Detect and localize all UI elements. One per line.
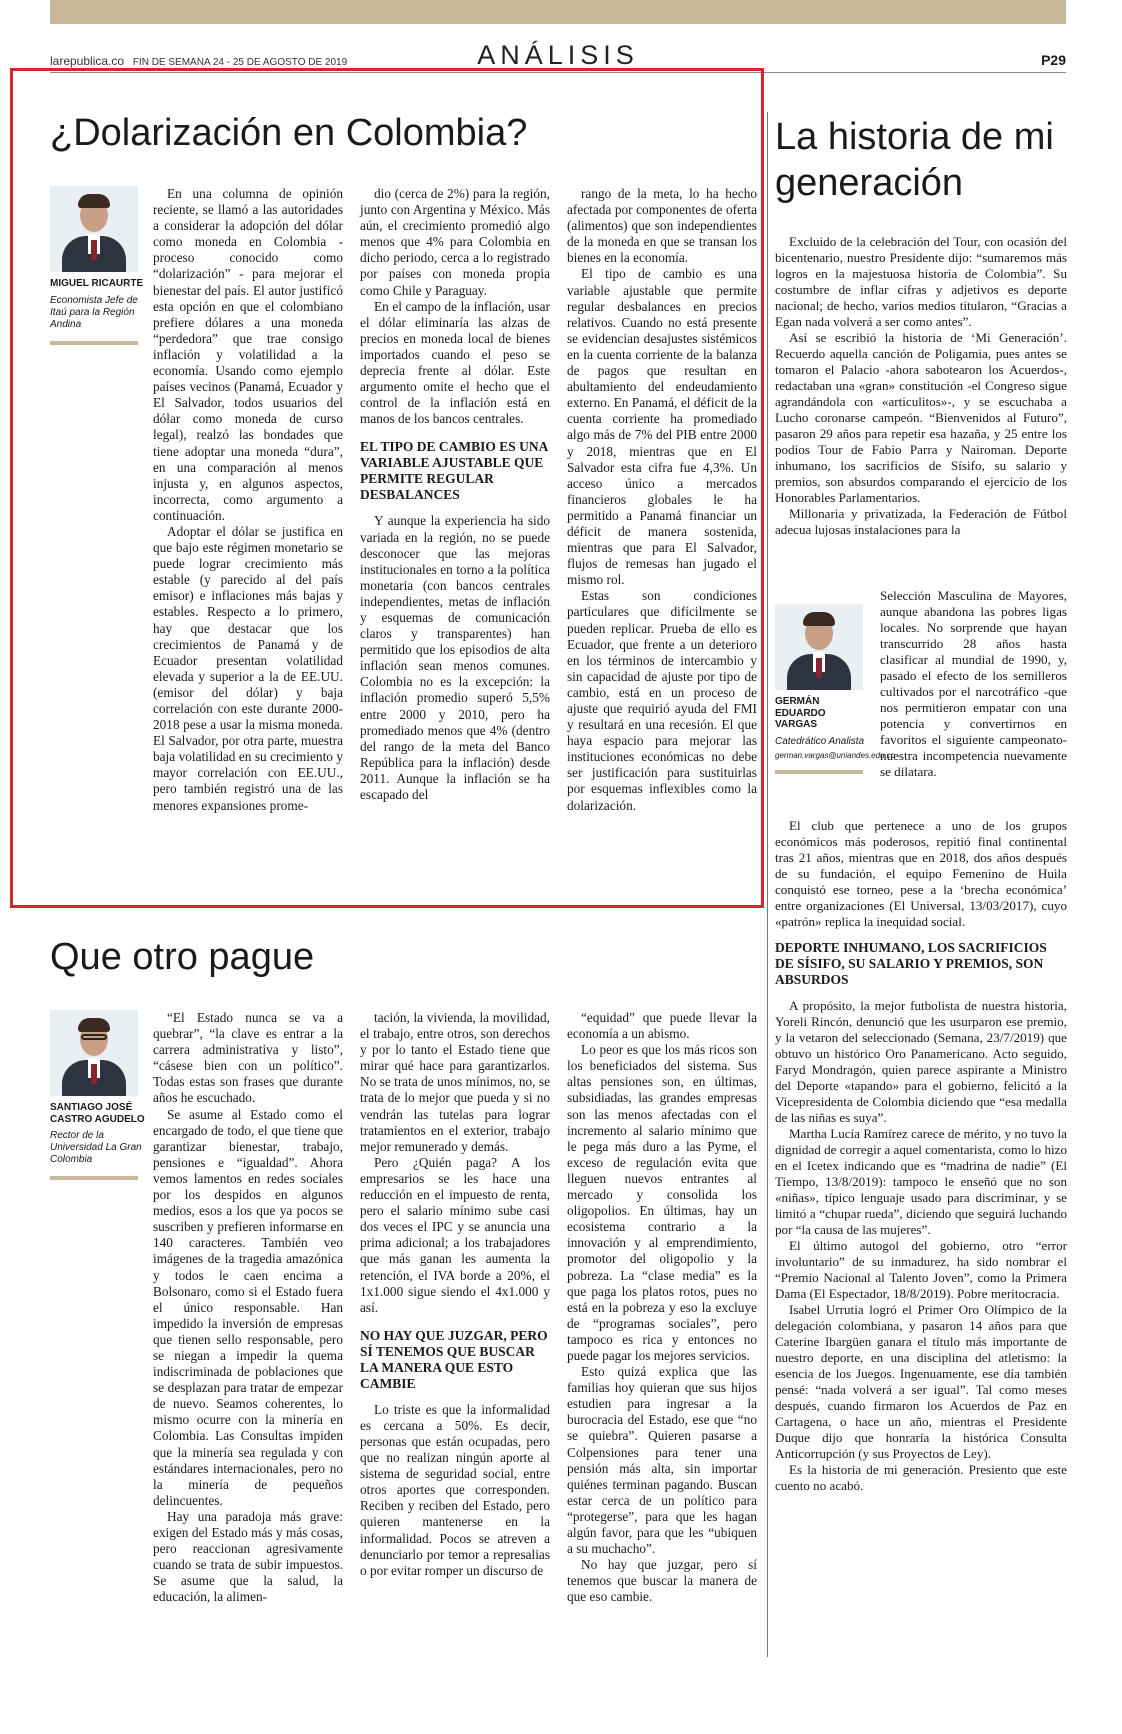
paragraph: “El Estado nunca se va a quebrar”, “la clave es entrar a la carrera administrativa y listo”, “cásese bien con un político”. Todas estas son frases que durante años he escuchado. xyxy=(153,1010,343,1106)
paragraph: “equidad” que puede llevar la economía a un abismo. xyxy=(567,1010,757,1042)
author-role: Rector de la Universidad La Gran Colombia xyxy=(50,1130,142,1165)
paragraph: Es la historia de mi generación. Presiento que este cuento no acabó. xyxy=(775,1462,1067,1493)
paragraph: Adoptar el dólar se justifica en que bajo este régimen monetario se puede lograr crecimiento más estable (y parecido al del país emisor) e inflaciones más bajas y estables. Respecto a lo primero, hay que destacar que los crecimientos de Panamá y de Ecuador presentan volatilidad elevada y superior a la de EE.UU. (emisor del dólar) y baja correlación con este durante 2000-2018 pese a usar la misma moneda. El Salvador, por otra parte, muestra baja volatilidad en su crecimiento y mayor correlación con EE.UU., pero también registró una de las menores expansiones prome- xyxy=(153,523,343,813)
paragraph: Millonaria y privatizada, la Federación de Fútbol adecua lujosas instalaciones para la xyxy=(775,506,1067,537)
page-number: P29 xyxy=(1041,52,1066,68)
paragraph: Excluido de la celebración del Tour, con ocasión del bicentenario, nuestro Presidente dijo: “sumaremos más logros en la majestuosa historia de Colombia”. Su costumbre de inflar cifras y adjetivos es deporte nacional; de hecho, varios medios titularon, “Gracias a Egan nada volverá a ser como antes”. xyxy=(775,234,1067,329)
site-name[interactable]: larepublica.co xyxy=(50,54,125,68)
paragraph: A propósito, la mejor futbolista de nuestra historia, Yoreli Rincón, denunció que les usurparon ese premio, y la vetaron del seleccionado (Semana, 23/7/2019) que obtuvo un histórico Oro Panamericano. Acto seguido, Faryd Mondragón, quien parece aspirante a Ministro del Deporte «tapando» para el gobierno, felicitó a la Vicepresidenta de Colombia diciendo que “esa medalla de las niñas es suya”. xyxy=(775,998,1067,1125)
author-name: SANTIAGO JOSÉ CASTRO AGUDELO xyxy=(50,1102,145,1125)
paragraph: Estas son condiciones particulares que difícilmente se pueden replicar. Prueba de ello es Ecuador, que frente a un deterioro en los términos de intercambio y sin capacidad de ajuste por tipo de cambio, está en un proceso de ajuste que requirió ayuda del FMI y resultará en una recesión. El que haya espacio para mejorar las instituciones económicas no debe ser justificación para sustituirlas por esquemas inflexibles como la dolarización. xyxy=(567,588,757,813)
paragraph: tación, la vivienda, la movilidad, el trabajo, entre otros, son derechos y por lo tanto el Estado tiene que mirar qué hace para garantizarlos. No se trata de unos mínimos, no, se trata de lo mejor que pueda y si no vendrán las tutelas para lograr tratamientos en el exterior, trabajo mejor remunerado y demás. xyxy=(360,1010,550,1154)
author-rule xyxy=(775,770,863,774)
column-divider xyxy=(767,112,768,1657)
author-name: MIGUEL RICAURTE xyxy=(50,278,144,289)
paragraph: Se asume al Estado como el encargado de todo, el que tiene que garantizar bienestar, trabajo, pensiones e “igualdad”. Ahora vemos lamentos en redes sociales por los despidos en algunos medios, esos a los que ya pocos se suscriben y prefieren informarse en 140 caracteres. También veo imágenes de la tragedia amazónica y todos le caen encima a Bolsonaro, como si el Estado fuera el único responsable. Han impedido la inversión de empresas que tienen sello responsable, pero se niegan a impedir la quema indiscriminada de poblaciones que se desplazan para tratar de empezar de nuevo. Seamos coherentes, lo mismo ocurre con la minería en Colombia. Las Consultas impiden que la minería sea regulada y con estándares internacionales, pero no la minería de pequeños delincuentes. xyxy=(153,1106,343,1508)
article3-column-top xyxy=(775,234,1067,538)
article2-title: Que otro pague xyxy=(50,936,315,978)
paragraph: Selección Masculina de Mayores, aunque abandona las pobres ligas locales. No sorprende que hayan transcurrido 28 años hasta clasificar al mundial de 1990, y, pasado el efecto de los semilleros cultivados por el narcotráfico -que nos permitieron empatar con una potencia y convertirnos en favoritos el siguiente campeonato- nuestra incompetencia nuevamente se dilatara. xyxy=(880,588,1067,779)
paragraph: rango de la meta, lo ha hecho afectada por componentes de oferta (alimentos) que son independientes de la moneda en que se transan los bienes en la economía. xyxy=(567,186,757,266)
paragraph: Hay una paradoja más grave: exigen del Estado más y más cosas, pero reaccionan agresivamente cuando se trata de subir impuestos. Se asume que la salud, la educación, la alimen- xyxy=(153,1508,343,1605)
paragraph: Así se escribió la historia de ‘Mi Generación’. Recuerdo aquella canción de Poligamia, pues antes se tomaron el Palacio -ahora sabotearon los Acuerdos-, redactaban una «gran» constitución -el Congreso sigue agrandándola con «articulitos»-, y se escuchaba a Lucho coronarse campeón. “Bienvenidos al Futuro”, pasaron 29 años para repetir esa hazaña, y 25 entre los podios Tour de Fabio Parra y Nairoman. Deporte inhumano, los sacrificios de Sísifo, su salario y premios, son absurdos comparando el ejercicio de los Honorables Parlamentarios. xyxy=(775,330,1067,505)
paragraph: Isabel Urrutia logró el Primer Oro Olímpico de la delegación colombiana, y pasaron 14 años para que Caterine Ibargüen ganara el título más importante de nuestro deporte, en una disciplina del atletismo: la esencia de los Juegos. Ingenuamente, ese día también pensé: “nada volverá a ser igual”. Tal como meses después, cuando firmaron los Acuerdos de Paz en Cartagena, o hace un año, mientras el Presidente Duque dijo que honraría la histórica Consulta Anticorrupción (y sus Proyectos de Ley). xyxy=(775,1302,1067,1461)
article2-author xyxy=(50,1010,145,1180)
article1-subhead: EL TIPO DE CAMBIO ES UNA VARIABLE AJUSTABLE QUE PERMITE REGULAR DESBALANCES xyxy=(360,439,548,503)
article2-column-1 xyxy=(153,1010,343,1605)
article3-author xyxy=(775,604,896,774)
article1-title: ¿Dolarización en Colombia? xyxy=(50,112,528,154)
paragraph: En una columna de opinión reciente, se llamó a las autoridades a considerar la adopción del dólar como moneda en Colombia - proceso conocido como “dolarización” - para mejorar el bienestar del país. El autor justificó esta opción en que el colombiano prefiere dólares a una moneda “perdedora” que trae consigo inflación y volatilidad a la economía. Usando como ejemplo países vecinos (Panamá, Ecuador y El Salvador, todos usuarios del dólar como moneda de curso legal), realzó las bondades que tiene adoptar una moneda “dura”, en una comparación al menos injusta y, en algunos aspectos, incorrecta, como argumento a continuación. xyxy=(153,186,343,523)
paragraph: Y aunque la experiencia ha sido variada en la región, no se puede desconocer que las mejoras institucionales en torno a la política monetaria (con bancos centrales independientes, metas de inflación y esquemas de comunicación claros y transparentes) han permitido que los episodios de alta inflación sean menos comunes. Colombia no es la excepción: la inflación promedio superó 5,5% entre 2000 y 2010, pero ha promediado menos que 4% (dentro del rango de la meta del Banco República para la inflación) desde 2011. Aunque la inflación se ha escapado del xyxy=(360,513,550,802)
article3-subhead: DEPORTE INHUMANO, LOS SACRIFICIOS DE SÍSIFO, SU SALARIO Y PREMIOS, SON ABSURDOS xyxy=(775,940,1047,987)
paragraph: Martha Lucía Ramírez carece de mérito, y no tuvo la dignidad de corregir a aquel comentarista, como lo hizo en el Icetex indicando que es “madrina de nadie” (El Tiempo, 13/8/2019): tampoco le enseñó que no son «niñas», típico lenguaje usado para discriminar, y se limitó a “chupar rueda”, diciendo que seguirá luchando por “la causa de las mujeres”. xyxy=(775,1126,1067,1237)
paragraph: Esto quizá explica que las familias hoy quieran que sus hijos estudien para ingresar a la burocracia del Estado, ese que “no se quiebra”. Quieren pasarse a Colpensiones para tener una pensión más alta, sin importar quiénes terminan pagando. Buscan estar cerca de un político para “protegerse”, para que les hagan algún favor, para que les “ubiquen a su muchacho”. xyxy=(567,1364,757,1557)
section-title: ANÁLISIS xyxy=(477,40,639,70)
article3-column-beside xyxy=(880,588,1067,780)
author-photo xyxy=(775,604,863,690)
paragraph: El club que pertenece a uno de los grupos económicos más poderosos, repitió final continental tras 21 años, mientras que en 2018, dos años después de su fundación, el equipo Femenino de Huila conquistó ese torneo, pese a la ‘brecha económica’ entre organizaciones (El Universal, 13/03/2017), cuyo «patrón» replica la inequidad social. xyxy=(775,818,1067,929)
paragraph: Lo peor es que los más ricos son los beneficiados del sistema. Sus altas pensiones son, en últimas, subsidiadas, las grandes empresas son las menos afectadas con el incremento al salario mínimo que le pega más duro a las Pyme, el exceso de regulación evita que lleguen nuevos entrantes al mercado y consolida los oligopolios. En últimas, hay un ecosistema contrario a la innovación y al emprendimiento, promotor del oligopolio y la pobreza. La “clase media” es la que paga los platos rotos, pues no está en la pobreza y eso la excluye de “programas sociales”, pero tampoco es rica y entonces no puede pagar los mejores servicios. xyxy=(567,1042,757,1363)
author-rule xyxy=(50,1176,138,1180)
author-photo xyxy=(50,1010,138,1096)
paragraph: dio (cerca de 2%) para la región, junto con Argentina y México. Más aún, el crecimiento promedió algo menos que 4% para Colombia en dicho periodo, cerca a lo registrado por países con moneda propia como Chile y Paraguay. xyxy=(360,186,550,298)
paragraph: El tipo de cambio es una variable ajustable que permite regular desbalances en precios relativos. Cuando no está presente se evidencian desajustes sistémicos en la cuenta corriente de la balanza de pagos que resultan en abultamiento del endeudamiento externo. En Panamá, el déficit de la cuenta corriente ha promediado algo más de 7% del PIB entre 2000 y 2018, mientras que en El Salvador esta cifra fue 4,3%. Un acceso único a mercados financieros globales le ha permitido a Panamá financiar un déficit de manera sostenida, mientras que para El Salvador, flujos de remesas han jugado el mismo rol. xyxy=(567,266,757,588)
paragraph: El último autogol del gobierno, otro “error involuntario” de su inmadurez, ha sido nombrar el “Premio Nacional al Talento Joven”, como la Primera Dama (El Espectador, 18/8/2019). Pobre meritocracia. xyxy=(775,1238,1067,1301)
article2-subhead: NO HAY QUE JUZGAR, PERO SÍ TENEMOS QUE BUSCAR LA MANERA QUE ESTO CAMBIE xyxy=(360,1327,548,1391)
edition-date: FIN DE SEMANA 24 - 25 DE AGOSTO DE 2019 xyxy=(132,57,348,68)
article2-column-3 xyxy=(567,1010,757,1605)
paragraph: Pero ¿Quién paga? A los empresarios se les hace una reducción en el impuesto de renta, pero el salario mínimo sube casi dos veces el IPC y se anuncia una prima adicional; a los trabajadores que más ganan les aumenta la retención, el IVA borde a 20%, el 1x1.000 sigue siendo el 4x1.000 y así. xyxy=(360,1154,550,1315)
highlight-box xyxy=(10,68,764,908)
paragraph: Lo triste es que la informalidad es cercana a 50%. Es decir, personas que están ocupadas, pero que no realizan ningún aporte al sistema de seguridad social, entre otros aportes que corresponden. Reciben y reciben del Estado, pero quieren mantenerse en la informalidad. Pocos se atreven a denunciarlo por temor a represalias o por evitar romper un discurso de xyxy=(360,1401,550,1578)
author-role: Catedrático Analista xyxy=(775,735,865,747)
article2-column-2 xyxy=(360,1010,550,1579)
article3-title: La historia de mi generación xyxy=(775,116,1054,204)
top-accent-bar xyxy=(50,0,1066,24)
author-email[interactable]: german.vargas@uniandes.edu.co xyxy=(775,750,896,760)
author-name: GERMÁN EDUARDO VARGAS xyxy=(775,696,826,730)
article3-column-mid xyxy=(775,818,1067,1494)
paragraph: En el campo de la inflación, usar el dólar eliminaría las alzas de precios en moneda local de bienes importados cuando el peso se deprecia frente al dólar. Este argumento omite el hecho que el control de la inflación está en manos de los bancos centrales. xyxy=(360,298,550,427)
author-role: Economista Jefe de Itaú para la Región Andina xyxy=(50,294,138,330)
paragraph: No hay que juzgar, pero sí tenemos que buscar la manera de que eso cambie. xyxy=(567,1557,757,1605)
